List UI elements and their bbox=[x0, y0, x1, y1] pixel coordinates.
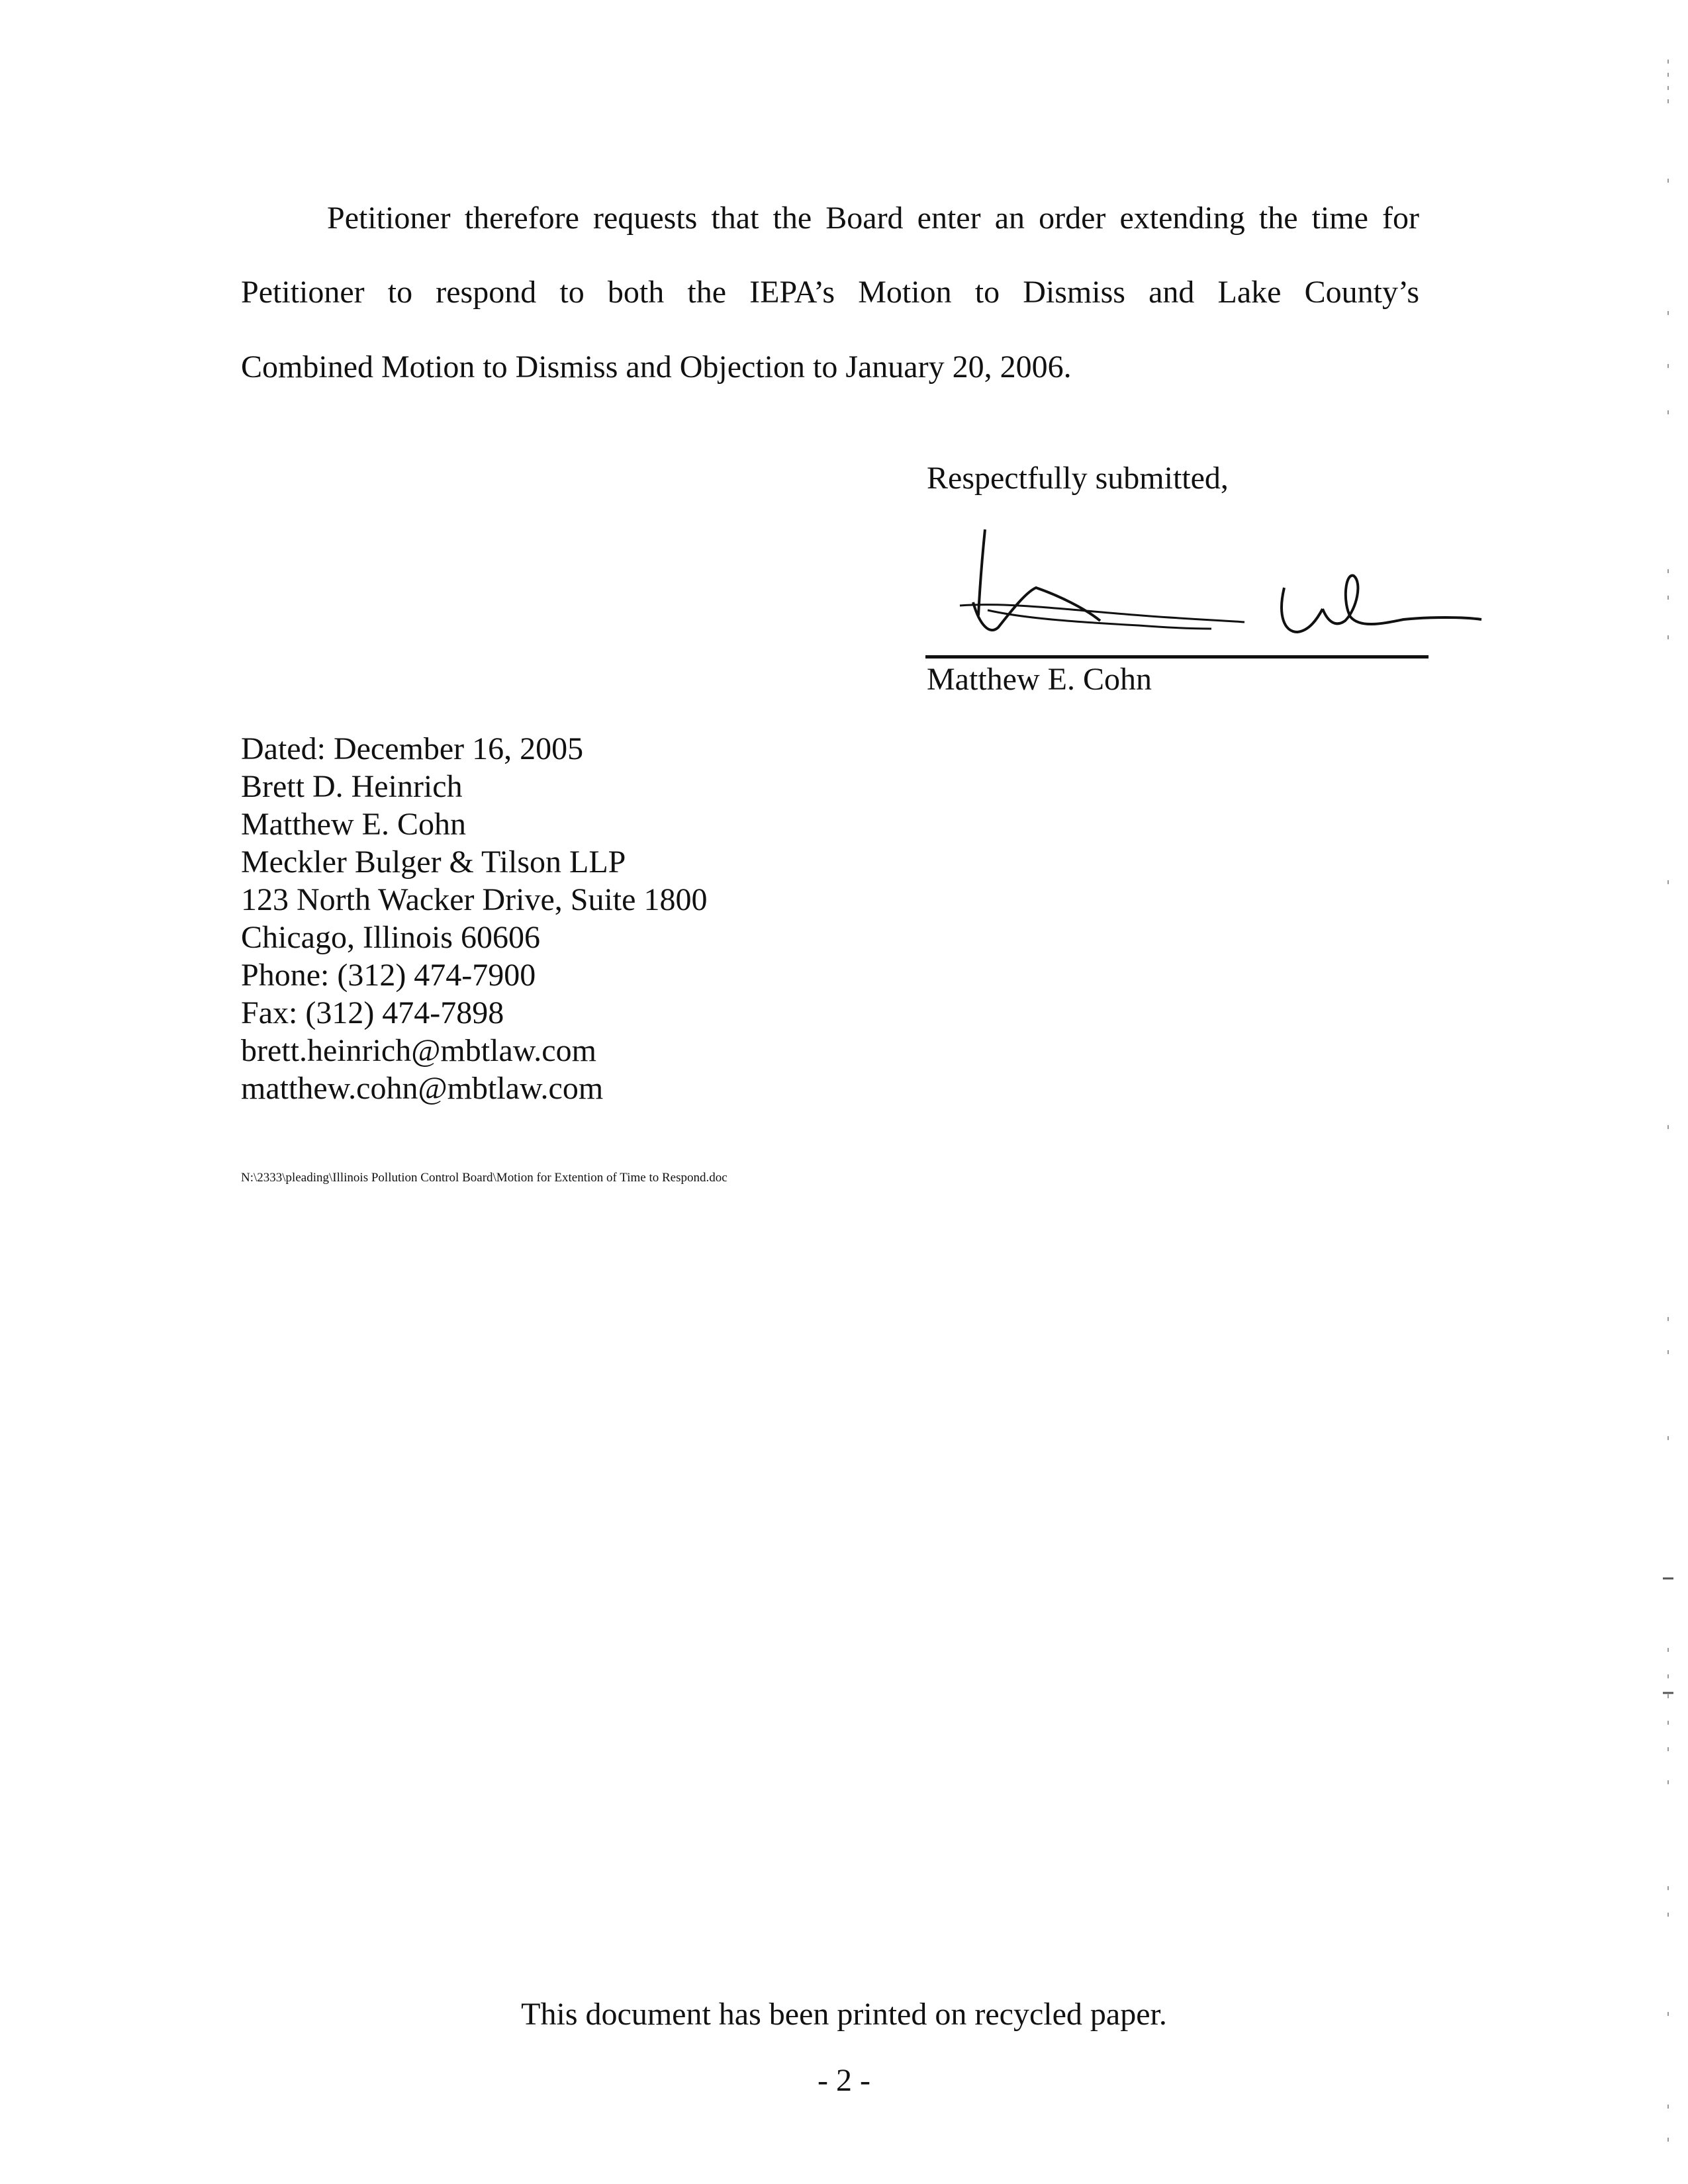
email-address-1: brett.heinrich@mbtlaw.com bbox=[241, 1033, 596, 1068]
handwritten-signature bbox=[927, 510, 1483, 662]
body-paragraph-line-2: Petitioner to respond to both the IEPA’s Motion to Dismiss and Lake County’s bbox=[241, 275, 1419, 310]
closing-salutation: Respectfully submitted, bbox=[927, 461, 1229, 496]
attorney-name-2: Matthew E. Cohn bbox=[241, 807, 466, 842]
body-paragraph-line-3: Combined Motion to Dismiss and Objection to January 20, 2006. bbox=[241, 349, 1072, 385]
firm-name: Meckler Bulger & Tilson LLP bbox=[241, 844, 626, 880]
recycled-paper-note: This document has been printed on recycled paper. bbox=[521, 1997, 1167, 2032]
address-line-2: Chicago, Illinois 60606 bbox=[241, 920, 540, 955]
dated-line: Dated: December 16, 2005 bbox=[241, 731, 584, 766]
fax-number: Fax: (312) 474-7898 bbox=[241, 995, 504, 1030]
email-address-2: matthew.cohn@mbtlaw.com bbox=[241, 1071, 604, 1106]
signature-line bbox=[925, 655, 1429, 659]
counsel-contact-block bbox=[241, 730, 707, 1107]
body-paragraph-line-1: Petitioner therefore requests that the Board enter an order extending the time for bbox=[327, 201, 1419, 236]
signer-name: Matthew E. Cohn bbox=[927, 662, 1152, 697]
scan-edge-marks bbox=[1655, 0, 1681, 2184]
document-file-path: N:\2333\pleading\Illinois Pollution Control Board\Motion for Extention of Time to Respond.doc bbox=[241, 1171, 727, 1185]
attorney-name-1: Brett D. Heinrich bbox=[241, 769, 463, 804]
phone-number: Phone: (312) 474-7900 bbox=[241, 958, 536, 993]
page-number: - 2 - bbox=[818, 2063, 870, 2098]
address-line-1: 123 North Wacker Drive, Suite 1800 bbox=[241, 882, 708, 917]
